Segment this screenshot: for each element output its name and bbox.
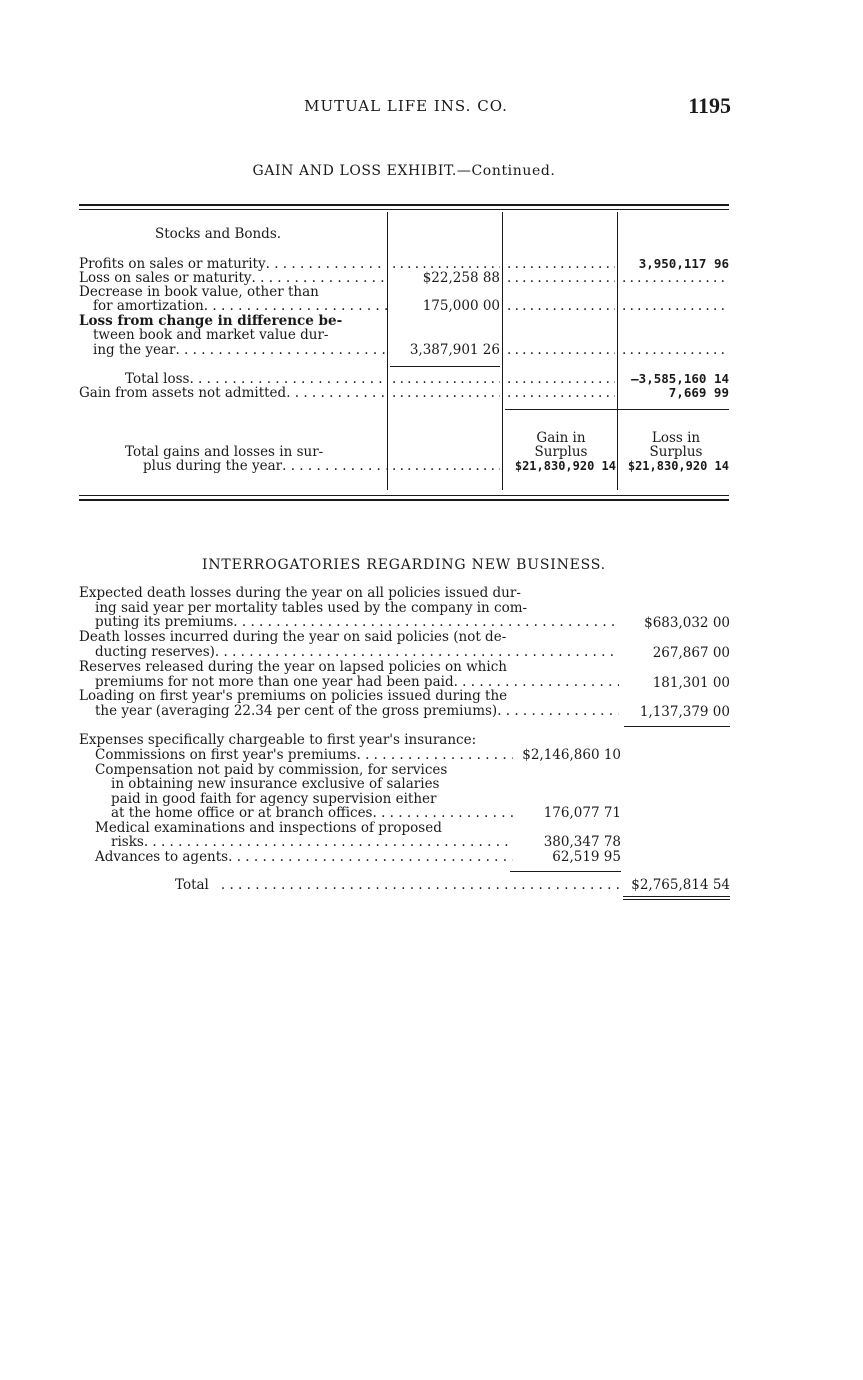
text-line: Medical examinations and inspections of proposed — [95, 820, 442, 836]
text-line-label: risks — [111, 834, 144, 850]
row-label-line: Decrease in book value, other than — [79, 285, 319, 300]
text-line — [95, 645, 619, 660]
dot-leader — [392, 386, 500, 401]
row-label-text: Loss on sales or maturity — [79, 271, 252, 286]
table-top-rule-thin — [79, 209, 729, 210]
text-line: in obtaining new insurance exclusive of salaries — [111, 776, 440, 792]
text-line-label: puting its premiums — [95, 614, 234, 630]
row-label — [79, 257, 387, 272]
sum-rule — [510, 871, 621, 872]
column-header: Gain in — [536, 430, 586, 446]
running-header: MUTUAL LIFE INS. CO. — [304, 97, 508, 115]
cell-value: 175,000 00 — [422, 298, 500, 314]
expenses-heading: Expenses specifically chargeable to first year's insurance: — [79, 732, 477, 748]
dot-leader — [392, 459, 500, 474]
text-line-label: at the home office or at branch offices — [111, 805, 373, 821]
column-divider — [502, 212, 503, 490]
column-header: Surplus — [649, 444, 703, 460]
text-line: ing said year per mortality tables used by the company in com- — [95, 600, 528, 616]
dot-leader — [507, 299, 615, 314]
total-label: Total — [175, 877, 209, 893]
row-label-text: Profits on sales or maturity — [79, 257, 266, 272]
row-label-text: plus during the year — [143, 459, 283, 474]
text-line — [95, 615, 619, 630]
dot-leader — [507, 343, 615, 358]
text-line: Death losses incurred during the year on said policies (not de- — [79, 629, 507, 645]
value: 181,301 00 — [652, 675, 730, 691]
row-label-text: ing the year — [93, 343, 176, 358]
row-label — [79, 459, 387, 474]
dot-leader — [392, 372, 500, 387]
dot-leader — [507, 372, 615, 387]
sum-rule — [624, 726, 730, 727]
dot-leader — [507, 271, 615, 286]
cell-value: 3,950,117 96 — [638, 256, 729, 271]
cell-value: $22,258 88 — [422, 270, 500, 286]
cell-value: 7,669 99 — [668, 385, 729, 400]
dot-leader — [507, 257, 615, 272]
value: $2,146,860 10 — [522, 747, 621, 763]
table-top-rule — [79, 204, 729, 206]
dot-leader — [622, 299, 729, 314]
dot-leader — [622, 271, 729, 286]
row-label — [79, 386, 387, 401]
row-label-text: Total loss — [125, 372, 190, 387]
row-label-text: Gain from assets not admitted — [79, 386, 287, 401]
cell-value: $21,830,920 14 — [514, 459, 616, 473]
text-line-label: premiums for not more than one year had been paid — [95, 674, 454, 690]
text-line — [95, 850, 513, 865]
row-label-text: for amortization — [93, 299, 204, 314]
value: 1,137,379 00 — [639, 704, 730, 720]
text-line — [111, 806, 513, 821]
text-line — [111, 835, 513, 850]
cell-value: 3,387,901 26 — [409, 342, 500, 358]
table-bottom-rule-thin — [79, 495, 729, 496]
value: 267,867 00 — [652, 645, 730, 661]
text-line-label: Commissions on first year's premiums — [95, 747, 357, 763]
row-label-text: tween book and market value dur- — [93, 328, 329, 343]
dot-leader — [507, 386, 615, 401]
dot-leader — [622, 343, 729, 358]
cell-value: —3,585,160 14 — [631, 371, 729, 386]
value: 176,077 71 — [543, 805, 621, 821]
surplus-header-rule — [505, 409, 729, 410]
column-divider — [387, 212, 388, 490]
total-line — [175, 878, 621, 893]
page-number: 1195 — [688, 93, 731, 118]
text-line: Expected death losses during the year on all policies issued dur- — [79, 585, 521, 601]
value: 380,347 78 — [543, 834, 621, 850]
text-line-label: Advances to agents — [95, 849, 229, 865]
column-header: Surplus — [534, 444, 588, 460]
row-label — [79, 299, 387, 314]
table-bottom-rule — [79, 499, 729, 501]
text-line — [95, 704, 619, 719]
double-rule — [623, 899, 730, 900]
subtotal-rule — [390, 366, 500, 367]
interrogatories-title: INTERROGATORIES REGARDING NEW BUSINESS. — [202, 557, 606, 573]
row-label-line: Loss from change in difference be- — [79, 314, 343, 329]
row-label-line: Total gains and losses in sur- — [125, 445, 324, 460]
text-line: paid in good faith for agency supervision either — [111, 791, 437, 807]
row-label — [79, 372, 387, 387]
column-header: Loss in — [651, 430, 701, 446]
row-label-line — [79, 328, 387, 343]
text-line-label: the year (averaging 22.34 per cent of the gross premiums) — [95, 703, 498, 719]
value: $683,032 00 — [644, 615, 730, 631]
text-line-label: ducting reserves) — [95, 644, 215, 660]
column-divider — [617, 212, 618, 490]
row-label — [79, 343, 387, 358]
cell-value: $21,830,920 14 — [627, 459, 729, 473]
value: 62,519 95 — [552, 849, 621, 865]
gain-loss-title: GAIN AND LOSS EXHIBIT.—Continued. — [252, 163, 556, 179]
section-heading: Stocks and Bonds. — [155, 226, 282, 242]
total-value: $2,765,814 54 — [631, 877, 730, 893]
row-label — [79, 271, 387, 286]
text-line: Loading on first year's premiums on policies issued during the — [79, 688, 508, 704]
double-rule — [623, 896, 730, 897]
text-line: Compensation not paid by commission, for services — [95, 762, 448, 778]
text-line — [95, 748, 513, 763]
text-line: Reserves released during the year on lapsed policies on which — [79, 659, 507, 675]
